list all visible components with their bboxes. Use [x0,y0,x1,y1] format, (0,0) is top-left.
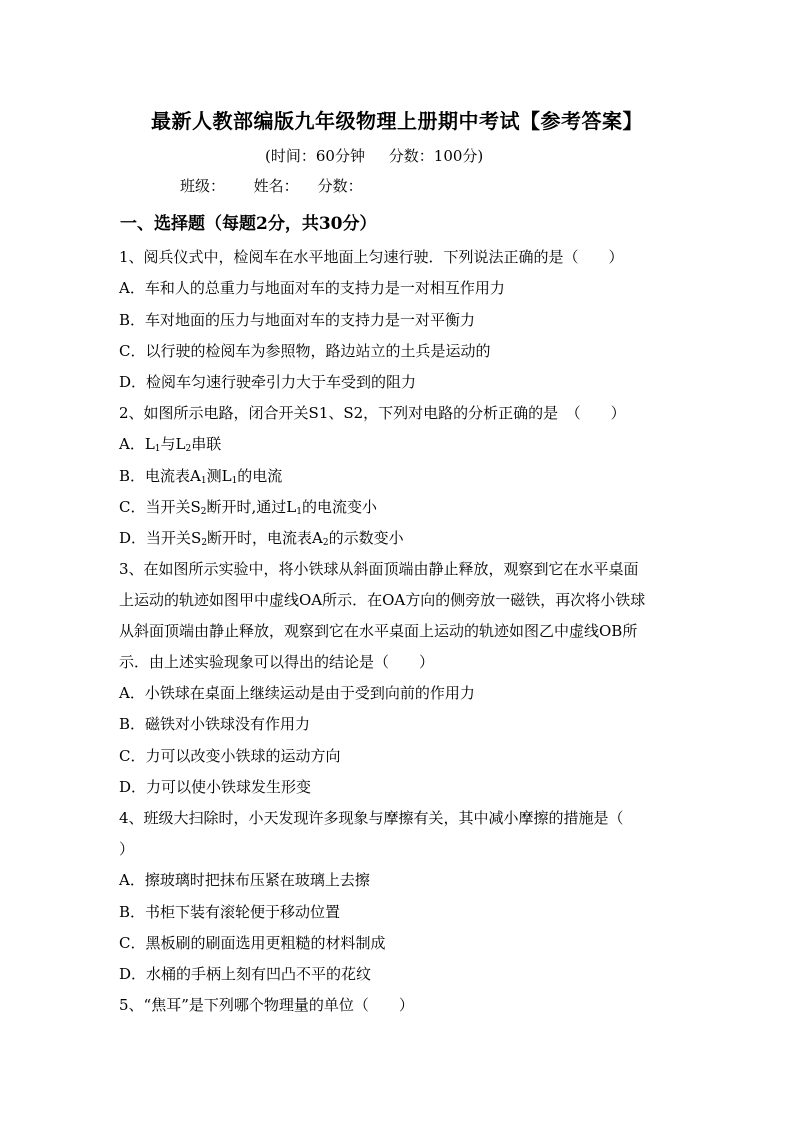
text: A．L [119,435,155,453]
question-1-option-a: A．车和人的总重力与地面对车的支持力是一对相互作用力 [119,279,505,297]
question-2-option-d [119,528,404,553]
question-2-option-c [119,497,377,522]
document-title: 最新人教部编版九年级物理上册期中考试【参考答案】 [151,109,643,133]
subscript: 2 [201,538,208,548]
question-3-option-a: A．小铁球在桌面上继续运动是由于受到向前的作用力 [119,684,475,702]
question-3-stem-line-1: 3、在如图所示实验中，将小铁球从斜面顶端由静止释放，观察到它在水平桌面 [119,560,639,578]
question-3-option-b: B．磁铁对小铁球没有作用力 [119,715,311,733]
question-3-option-d: D．力可以使小铁球发生形变 [119,778,312,796]
exam-time-score: (时间：60分钟 分数：100分) [265,147,484,165]
question-4-stem-line-1: 4、班级大扫除时，小天发现许多现象与摩擦有关，其中减小摩擦的措施是（ [119,809,624,827]
question-3-stem-line-4: 示．由上述实验现象可以得出的结论是（ ） [119,653,435,671]
text: 与L [160,435,186,453]
question-5-stem: 5、“焦耳”是下列哪个物理量的单位（ ） [119,996,414,1014]
text: 的电流 [237,467,283,485]
subscript: 1 [200,476,207,486]
question-2-option-b [119,466,282,491]
text: D．当开关S [119,529,202,547]
text: 串联 [191,435,222,453]
question-4-option-a: A．擦玻璃时把抹布压紧在玻璃上去擦 [119,871,370,889]
question-1-option-c: C．以行驶的检阅车为参照物，路边站立的土兵是运动的 [119,342,491,360]
question-1-stem: 1、阅兵仪式中，检阅车在水平地面上匀速行驶．下列说法正确的是（ ） [119,248,624,266]
student-info-line: 班级： 姓名： 分数： [180,177,363,195]
subscript: 2 [322,538,329,548]
question-3-stem-line-3: 从斜面顶端由静止释放，观察到它在水平桌面上运动的轨迹如图乙中虚线OB所 [119,622,638,640]
text: 的示数变小 [328,529,404,547]
text: B．电流表A [119,467,201,485]
subscript: 1 [231,476,238,486]
question-2-stem: 2、如图所示电路，闭合开关S1、S2，下列对电路的分析正确的是 （ ） [119,404,626,422]
question-2-option-a [119,434,221,459]
question-4-stem-line-2: ） [119,840,135,858]
text: 的电流变小 [301,498,377,516]
question-1-option-b: B．车对地面的压力与地面对车的支持力是一对平衡力 [119,311,476,329]
question-4-option-b: B．书柜下装有滚轮便于移动位置 [119,903,341,921]
subscript: 2 [200,507,207,517]
question-1-option-d: D．检阅车匀速行驶牵引力大于车受到的阻力 [119,373,417,391]
question-3-stem-line-2: 上运动的轨迹如图甲中虚线OA所示．在OA方向的侧旁放一磁铁，再次将小铁球 [119,591,646,609]
text: 断开时，电流表A [207,529,323,547]
subscript: 1 [296,507,302,517]
question-4-option-c: C．黑板刷的刷面选用更粗糙的材料制成 [119,934,386,952]
text: 测L [206,467,232,485]
subscript: 1 [154,444,161,454]
section-heading: 一、选择题（每题2分，共30分） [120,214,377,234]
question-3-option-c: C．力可以改变小铁球的运动方向 [119,747,341,765]
question-4-option-d: D．水桶的手柄上刻有凹凸不平的花纹 [119,965,372,983]
subscript: 2 [185,444,192,454]
text: C．当开关S [119,498,201,516]
text: 断开时,通过L [206,498,297,516]
